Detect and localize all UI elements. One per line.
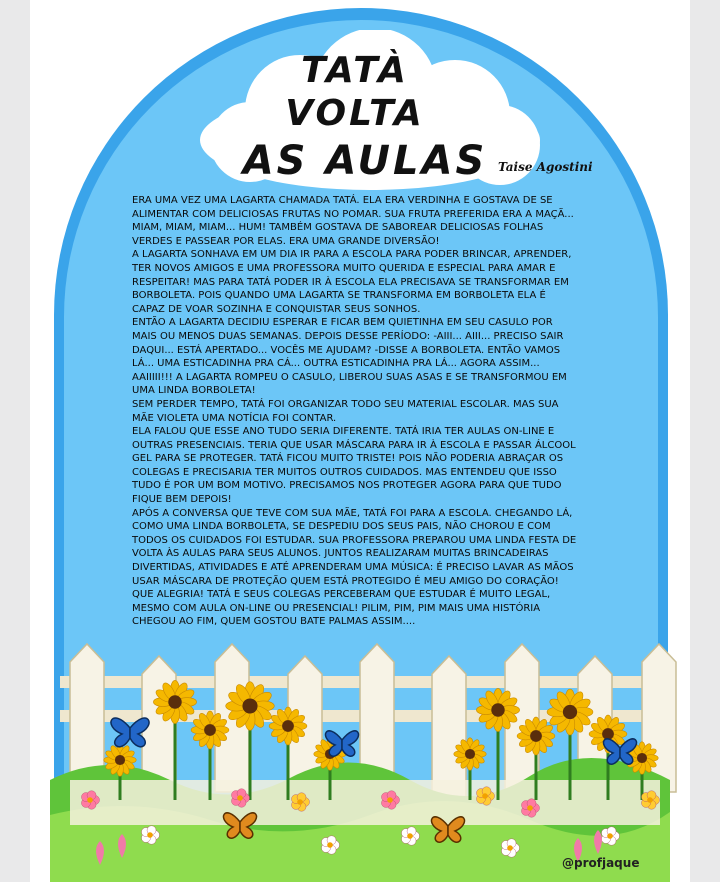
story-paragraph: APÓS A CONVERSA QUE TEVE COM SUA MÃE, TATÁ FOI PARA A ESCOLA. CHEGANDO LÁ, COMO UMA LINDA BORBOLETA, SE DESPEDIU DOS SEUS PAIS, NÃO CHOROU E COM TODOS OS CUIDADOS FOI ESTUDAR. SUA PROFESSORA PREPAROU UMA LINDA FESTA DE VOLTA ÀS AULAS PARA SEUS ALUNOS. JUNTOS REALIZARAM MUITAS BRINCADEIRAS DIVERTIDAS, ATIVIDADES E ATÉ APRENDERAM UMA MÚSICA: É PRECISO LAVAR AS MÃOS USAR MÁSCARA DE PROTEÇÃO QUEM ESTÁ PROTEGIDO É MEU AMIGO DO CORAÇÃO! QUE ALEGRIA! TATÁ E SEUS COLEGAS PERCEBERAM QUE ESTUDAR É MUITO LEGAL, MESMO COM AULA ON-LINE OU PRESENCIAL! PILIM, PIM, PIM MAIS UMA HISTÓRIA CHEGOU AO FIM, QUEM GOSTOU BATE PALMAS ASSIM.... <box>132 507 577 628</box>
story-paragraph: SEM PERDER TEMPO, TATÁ FOI ORGANIZAR TODO SEU MATERIAL ESCOLAR. MAS SUA MÃE VIOLETA UMA NOTÍCIA FOI CONTAR. <box>132 398 559 424</box>
garden-illustration <box>30 630 690 882</box>
story-paragraph: ELA FALOU QUE ESSE ANO TUDO SERIA DIFERENTE. TATÁ IRIA TER AULAS ON-LINE E OUTRAS PRESENCIAIS. TERIA QUE USAR MÁSCARA PARA IR À ESCOLA E PASSAR ÁLCOOL GEL PARA SE PROTEGER. TATÁ FICOU MUITO TRISTE! POIS NÃO PODERIA ABRAÇAR OS COLEGAS E PRECISARIA TER MUITOS OUTROS CUIDADOS. MAS ENTENDEU QUE ISSO TUDO É POR UM BOM MOTIVO. PRECISAMOS NOS PROTEGER AGORA PARA QUE TUDO FIQUE BEM DEPOIS! <box>132 426 576 506</box>
watermark-text: @profjaque <box>562 856 640 870</box>
author-name: Taise Agostini <box>498 160 593 174</box>
story-paragraph: A LAGARTA SONHAVA EM UM DIA IR PARA A ESCOLA PARA PODER BRINCAR, APRENDER, TER NOVOS AMIGOS E UMA PROFESSORA MUITO QUERIDA E ESPECIAL PARA AMAR E RESPEITAR! MAS PARA TATÁ PODER IR À ESCOLA ELA PRECISAVA SE TRANSFORMAR EM BORBOLETA. POIS QUANDO UMA LAGARTA SE TRANSFORMA EM BORBOLETA ELA É CAPAZ DE VOAR SOZINHA E CONQUISTAR SEUS SONHOS. <box>132 249 572 315</box>
title-line-2: VOLTA <box>285 93 425 134</box>
poster-page <box>30 0 690 882</box>
title-line-1: TATÀ <box>301 50 409 91</box>
story-paragraph: ERA UMA VEZ UMA LAGARTA CHAMADA TATÁ. ELA ERA VERDINHA E GOSTAVA DE SE ALIMENTAR COM DELICIOSAS FRUTAS NO POMAR. SUA FRUTA PREFERIDA ERA A MAÇÃ... MIAM, MIAM, MIAM... HUM! TAMBÉM GOSTAVA DE SABOREAR DELICIOSAS FOLHAS VERDES E PASSEAR POR ELAS. ERA UMA GRANDE DIVERSÃO! <box>132 195 574 247</box>
story-text <box>132 194 580 629</box>
story-paragraph: ENTÃO A LAGARTA DECIDIU ESPERAR E FICAR BEM QUIETINHA EM SEU CASULO POR MAIS OU MENOS DUAS SEMANAS. DEPOIS DESSE PERÍODO: -AIII... AIII... PRECISO SAIR DAQUI... ESTÁ APERTADO... VOCÊS ME AJUDAM? -DISSE A BORBOLETA. ENTÃO VAMOS LÁ... UMA ESTICADINHA PRA CÁ... OUTRA ESTICADINHA PRA LÁ... AGORA ASSIM... AAIIIII!!! A LAGARTA ROMPEU O CASULO, LIBEROU SUAS ASAS E SE TRANSFORMOU EM UMA LINDA BORBOLETA! <box>132 317 567 397</box>
title-line-3: AS AULAS <box>242 138 488 184</box>
